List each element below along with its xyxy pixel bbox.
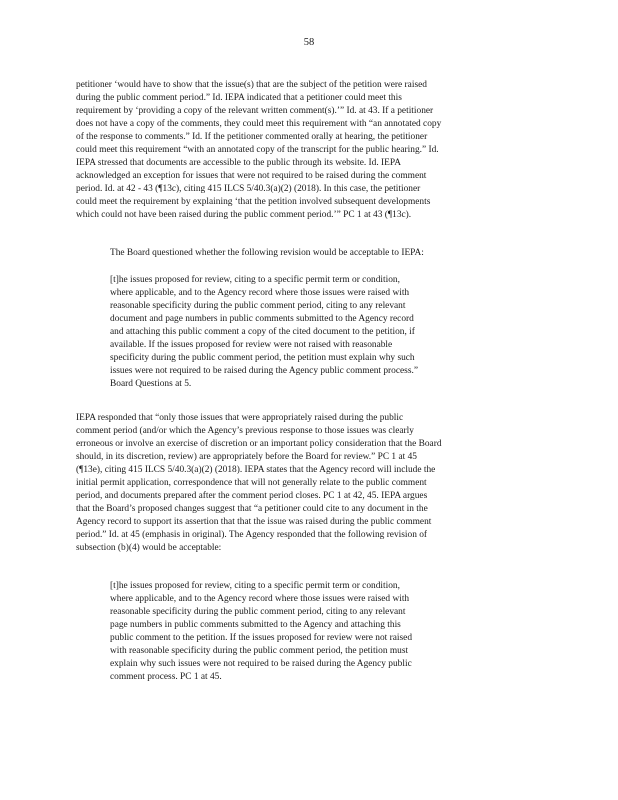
quote-line: available. If the issues proposed for review were not raised with reasonable xyxy=(110,340,393,350)
quote-line: with reasonable specificity during the public comment period, the petition must xyxy=(110,646,409,656)
text-line: could meet the requirement by explaining ‘that the petition involved subsequent developments xyxy=(76,197,431,207)
quote-line: reasonable specificity during the public comment period, citing to any relevant xyxy=(110,607,406,617)
text-line: of the response to comments.” Id. If the petitioner commented orally at hearing, the petitioner xyxy=(76,132,428,142)
text-line: during the public comment period.” Id. IEPA indicated that a petitioner could meet this xyxy=(76,93,402,103)
text-line: period.” Id. at 45 (emphasis in original). The Agency responded that the following revision of xyxy=(76,530,428,540)
quote-line: document and page numbers in public comments submitted to the Agency record xyxy=(110,314,414,324)
quote-line: where applicable, and to the Agency record where those issues were raised with xyxy=(110,288,410,298)
text-line: period, and documents prepared after the comment period closes. PC 1 at 42, 45. IEPA argues xyxy=(76,491,428,501)
text-line: acknowledged an exception for issues that were not required to be raised during the comment xyxy=(76,171,427,181)
quote-line: page numbers in public comments submitted to the Agency and attaching this xyxy=(110,620,401,630)
text-line: that the Board’s proposed changes suggest that “a petitioner could cite to any document in the xyxy=(76,504,428,514)
text-line: IEPA responded that “only those issues that were appropriately raised during the public xyxy=(76,413,404,423)
text-line: which could not have been raised during the public comment period.’” PC 1 at 43 (¶13c). xyxy=(76,210,412,220)
text-line: should, in its discretion, review) are appropriately before the Board for review.” PC 1 at 45 xyxy=(76,452,417,462)
quote-line: public comment to the petition. If the issues proposed for review were not raised xyxy=(110,633,413,643)
text-line: comment period (and/or which the Agency’s previous response to those issues was clearly xyxy=(76,426,414,436)
text-line: subsection (b)(4) would be acceptable: xyxy=(76,543,222,553)
quote-line: where applicable, and to the Agency record where those issues were raised with xyxy=(110,594,410,604)
text-line: could meet this requirement “with an annotated copy of the transcript for the public hearing.” Id. xyxy=(76,145,439,155)
text-line: requirement by ‘providing a copy of the relevant written comment(s).’” Id. at 43. If a petitioner xyxy=(76,106,434,116)
quote-line: [t]he issues proposed for review, citing to a specific permit term or condition, xyxy=(110,581,400,591)
quote-line: specificity during the public comment period, the petition must explain why such xyxy=(110,353,415,363)
text-line: Agency record to support its assertion that that the issue was raised during the public comment xyxy=(76,517,432,527)
quote-line: comment process. PC 1 at 45. xyxy=(110,672,222,682)
text-line: erroneous or involve an exercise of discretion or an important policy consideration that the Board xyxy=(76,439,442,449)
quote-line: and attaching this public comment a copy of the cited document to the petition, if xyxy=(110,327,415,337)
page-number: 58 xyxy=(303,37,315,48)
quote-line: [t]he issues proposed for review, citing to a specific permit term or condition, xyxy=(110,275,400,285)
text-line: does not have a copy of the comments, they could meet this requirement with “an annotated copy xyxy=(76,119,442,129)
text-line: initial permit application, correspondence that will not generally relate to the public comment xyxy=(76,478,427,488)
quote-line: Board Questions at 5. xyxy=(110,379,192,389)
paragraph-2: The Board questioned whether the following revision would be acceptable to IEPA: xyxy=(110,248,424,258)
text-line: period. Id. at 42 - 43 (¶13c), citing 415 ILCS 5/40.3(a)(2) (2018). In this case, the petitioner xyxy=(76,184,421,194)
quote-line: issues were not required to be raised during the Agency public comment process.” xyxy=(110,366,418,376)
text-line: (¶13e), citing 415 ILCS 5/40.3(a)(2) (2018). IEPA states that the Agency record will include the xyxy=(76,465,436,475)
quote-line: explain why such issues were not required to be raised during the Agency public xyxy=(110,659,412,669)
text-line: IEPA stressed that documents are accessible to the public through its website. Id. IEPA xyxy=(76,158,402,168)
quote-line: reasonable specificity during the public comment period, citing to any relevant xyxy=(110,301,406,311)
text-line: petitioner ‘would have to show that the issue(s) that are the subject of the petition were raised xyxy=(76,80,427,90)
